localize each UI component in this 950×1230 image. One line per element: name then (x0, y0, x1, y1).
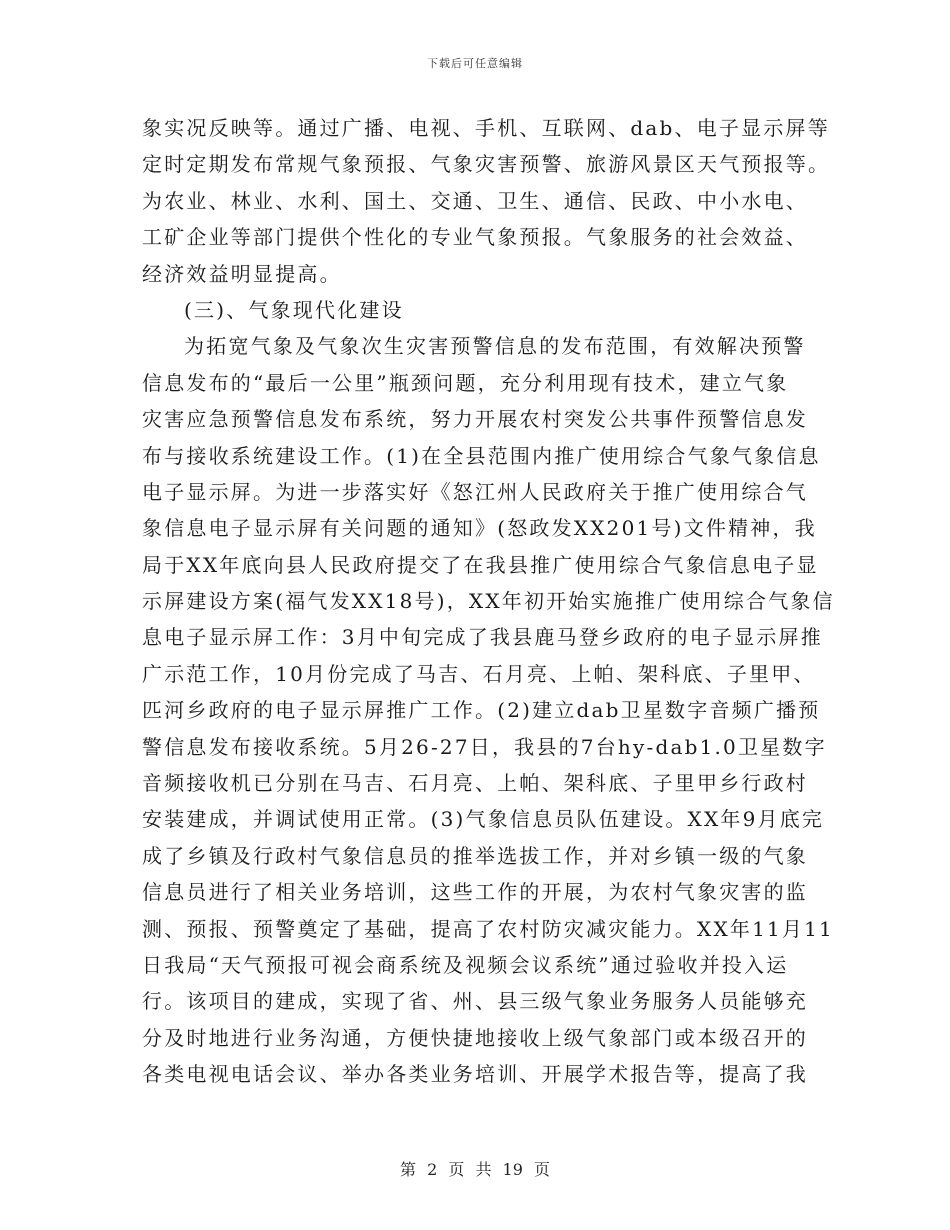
text-line: 为农业、林业、水利、国土、交通、卫生、通信、民政、中小水电、 (142, 188, 808, 213)
text-line: 信息员进行了相关业务培训，这些工作的开展，为农村气象灾害的监 (142, 880, 808, 905)
text-line: 象信息电子显示屏有关问题的通知》(怒政发XX201号)文件精神，我 (142, 516, 817, 541)
text-line: 安装建成，并调试使用正常。(3)气象信息员队伍建设。XX年9月底完 (142, 807, 825, 832)
document-body (142, 110, 835, 1093)
text-line: 行。该项目的建成，实现了省、州、县三级气象业务服务人员能够充 (142, 989, 808, 1014)
text-line: 电子显示屏。为进一步落实好《怒江州人民政府关于推广使用综合气 (142, 479, 808, 504)
text-line: 工矿企业等部门提供个性化的专业气象预报。气象服务的社会效益、 (142, 225, 808, 250)
text-line: (三)、气象现代化建设 (184, 297, 404, 322)
text-line: 广示范工作，10月份完成了马吉、石月亮、上帕、架科底、子里甲、 (142, 661, 816, 686)
text-line: 为拓宽气象及气象次生灾害预警信息的发布范围，有效解决预警 (184, 334, 806, 359)
text-line: 匹河乡政府的电子显示屏推广工作。(2)建立dab卫星数字音频广播预 (142, 698, 821, 723)
text-line: 布与接收系统建设工作。(1)在全县范围内推广使用综合气象气象信息 (142, 443, 821, 468)
text-line: 信息发布的“最后一公里”瓶颈问题，充分利用现有技术，建立气象 (142, 370, 789, 395)
text-line: 日我局“天气预报可视会商系统及视频会议系统”通过验收并投入运 (142, 952, 789, 977)
text-line: 测、预报、预警奠定了基础，提高了农村防灾减灾能力。XX年11月11 (142, 916, 834, 941)
text-line: 分及时地进行业务沟通，方便快捷地接收上级气象部门或本级召开的 (142, 1025, 808, 1050)
page-footer: 第 2 页 共 19 页 (400, 1160, 550, 1179)
text-line: 象实况反映等。通过广播、电视、手机、互联网、dab、电子显示屏等 (142, 116, 830, 140)
text-line: 灾害应急预警信息发布系统，努力开展农村突发公共事件预警信息发 (142, 407, 808, 432)
text-line: 息电子显示屏工作：3月中旬完成了我县鹿马登乡政府的电子显示屏推 (142, 625, 823, 650)
text-line: 局于XX年底向县人民政府提交了在我县推广使用综合气象信息电子显 (142, 552, 819, 577)
text-line: 成了乡镇及行政村气象信息员的推举选拔工作，并对乡镇一级的气象 (142, 843, 808, 868)
text-line: 音频接收机已分别在马吉、石月亮、上帕、架科底、子里甲乡行政村 (142, 771, 808, 796)
text-line: 各类电视电话会议、举办各类业务培训、开展学术报告等，提高了我 (142, 1062, 808, 1087)
text-line: 经济效益明显提高。 (142, 261, 342, 286)
text-line: 警信息发布接收系统。5月26-27日，我县的7台hy-dab1.0卫星数字 (142, 734, 827, 759)
page-header: 下载后可任意编辑 (427, 57, 523, 70)
text-line: 定时定期发布常规气象预报、气象灾害预警、旅游风景区天气预报等。 (142, 152, 831, 177)
text-line: 示屏建设方案(福气发XX18号)，XX年初开始实施推广使用综合气象信 (142, 589, 835, 614)
